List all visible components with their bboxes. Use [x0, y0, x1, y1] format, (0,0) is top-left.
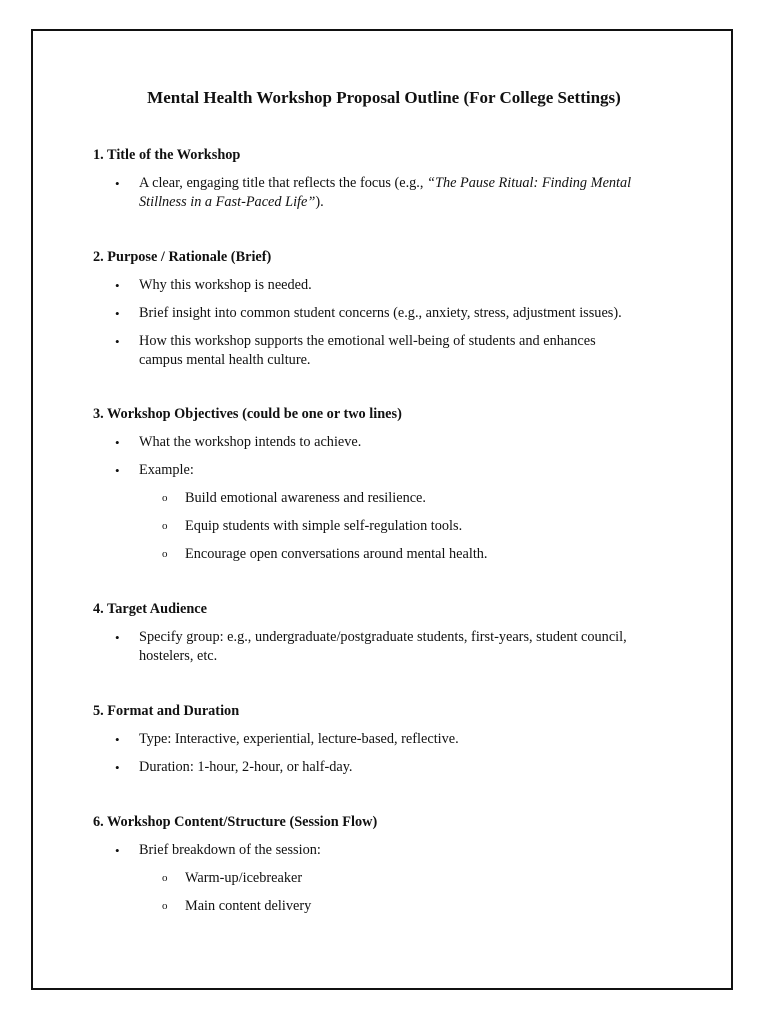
list-item — [93, 758, 683, 777]
bullet-icon: • — [115, 278, 120, 293]
sub-item-text: Build emotional awareness and resilience. — [185, 490, 426, 506]
bullet-icon: • — [115, 760, 120, 775]
sub-item-text: Encourage open conversations around mental health. — [185, 546, 488, 562]
sub-item-text: Equip students with simple self-regulation tools. — [185, 518, 463, 534]
circle-bullet-icon: o — [162, 548, 168, 560]
sub-item-text: Warm-up/icebreaker — [185, 870, 303, 886]
list-item — [93, 276, 683, 295]
section-heading: 6. Workshop Content/Structure (Session Flow) — [93, 814, 378, 830]
bullet-icon: • — [115, 435, 120, 450]
item-text: Example: — [139, 462, 194, 478]
document-title: Mental Health Workshop Proposal Outline (For College Settings) — [147, 88, 621, 107]
item-text: Type: Interactive, experiential, lecture-based, reflective. — [139, 731, 459, 747]
section-purpose-rationale — [93, 248, 683, 370]
bullet-icon: • — [115, 176, 120, 191]
item-example-title-line2: Stillness in a Fast-Paced Life” — [139, 194, 316, 210]
section-title-of-workshop — [93, 146, 683, 212]
section-heading: 2. Purpose / Rationale (Brief) — [93, 249, 272, 265]
section-target-audience — [93, 600, 683, 666]
item-text: Duration: 1-hour, 2-hour, or half-day. — [139, 759, 353, 775]
list-item — [93, 461, 683, 480]
sub-list-item — [93, 489, 683, 508]
circle-bullet-icon: o — [162, 900, 168, 912]
list-item — [93, 433, 683, 452]
section-heading: 5. Format and Duration — [93, 703, 240, 719]
item-text-line1: Specify group: e.g., undergraduate/postgraduate students, first-years, student council, — [139, 629, 627, 645]
item-text-line2: campus mental health culture. — [139, 352, 311, 368]
item-text-start: A clear, engaging title that reflects the focus (e.g., — [139, 175, 428, 191]
list-item — [93, 174, 683, 212]
sub-list-item — [93, 897, 683, 916]
bullet-icon: • — [115, 630, 120, 645]
sub-list-item — [93, 517, 683, 536]
circle-bullet-icon: o — [162, 520, 168, 532]
sub-list-item — [93, 545, 683, 564]
bullet-icon: • — [115, 463, 120, 478]
list-item — [93, 730, 683, 749]
item-text: Brief insight into common student concerns (e.g., anxiety, stress, adjustment issues). — [139, 305, 622, 321]
list-item — [93, 332, 683, 370]
item-text: Brief breakdown of the session: — [139, 842, 321, 858]
bullet-icon: • — [115, 306, 120, 321]
item-text-line1: How this workshop supports the emotional well-being of students and enhances — [139, 333, 596, 349]
item-example-title-line1: “The Pause Ritual: Finding Mental — [427, 175, 632, 191]
bullet-icon: • — [115, 334, 120, 349]
section-content-structure — [93, 813, 683, 916]
section-heading: 3. Workshop Objectives (could be one or two lines) — [93, 406, 402, 422]
section-format-duration — [93, 702, 683, 777]
bullet-icon: • — [115, 732, 120, 747]
list-item — [93, 841, 683, 860]
bullet-icon: • — [115, 843, 120, 858]
list-item — [93, 628, 683, 666]
item-text-line2: hostelers, etc. — [139, 648, 218, 664]
item-text: What the workshop intends to achieve. — [139, 434, 362, 450]
section-heading: 1. Title of the Workshop — [93, 147, 241, 163]
list-item — [93, 304, 683, 323]
circle-bullet-icon: o — [162, 492, 168, 504]
section-heading: 4. Target Audience — [93, 601, 207, 617]
item-text: Why this workshop is needed. — [139, 277, 312, 293]
circle-bullet-icon: o — [162, 872, 168, 884]
sub-item-text: Main content delivery — [185, 898, 312, 914]
sub-list-item — [93, 869, 683, 888]
section-workshop-objectives — [93, 405, 683, 564]
item-text-end: ). — [315, 194, 324, 210]
